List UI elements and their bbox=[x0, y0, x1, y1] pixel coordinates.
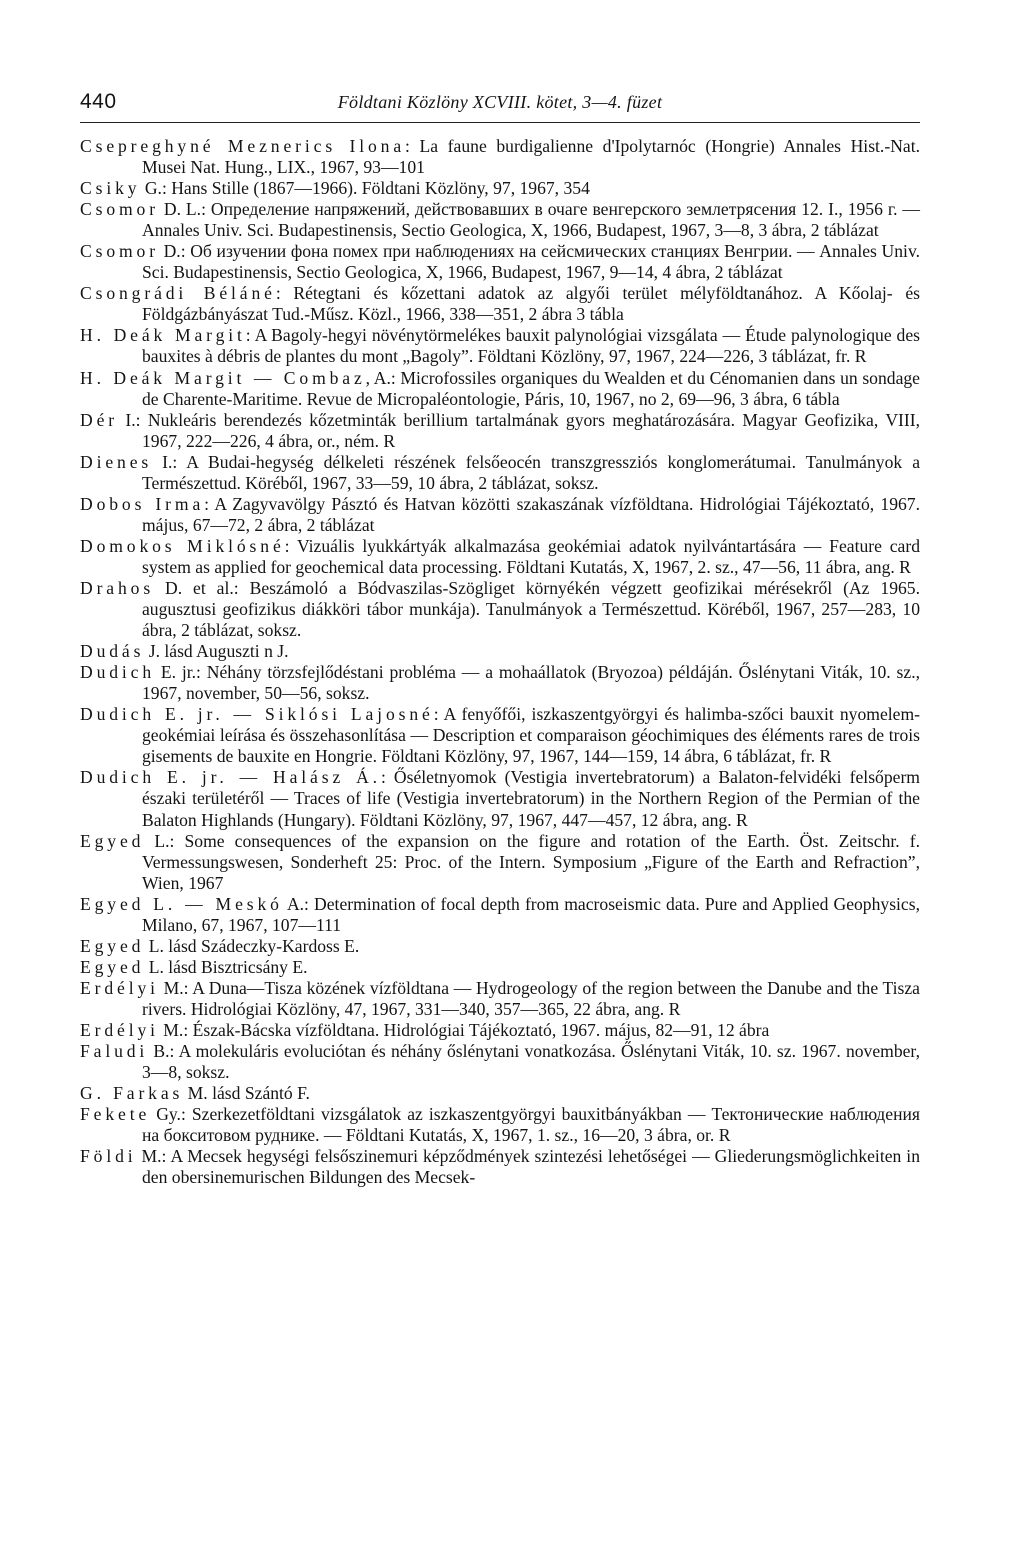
bibliography-entry bbox=[80, 1146, 920, 1188]
entry-citation: : A fenyőfői, iszkaszentgyörgyi és halimba-szőci bauxit nyomelem-geokémiai leírása és összehasonlítása — Description et comparaison géochimiques des éléments rares de trois gisements de bauxite en Hongrie. Földtani Közlöny, 97, 1967, 144—159, 14 ábra, 6 táblázat, fr. R bbox=[142, 704, 920, 767]
bibliography-entry bbox=[80, 1083, 920, 1104]
entry-citation: I.: Nukleáris berendezés kőzetminták berillium tartalmának gyors meghatározására. Magyar Geofizika, VIII, 1967, 222—226, 4 ábra, or., ném. R bbox=[118, 409, 920, 451]
entry-author: Egyed bbox=[80, 956, 145, 977]
bibliography-entry bbox=[80, 936, 920, 957]
entry-citation: : Vizuális lyukkártyák alkalmazása geokémiai adatok nyilvántartására — Feature card system as applied for geochemical data processing. Földtani Kutatás, X, 1967, 2. sz., 47—56, 11 ábra, ang. R bbox=[142, 535, 920, 577]
journal-page bbox=[80, 88, 920, 1188]
entry-citation: I.: A Budai-hegység délkeleti részének felsőeocén transzgressziós konglomerátumai. Tanulmányok a Természettud. Köréből, 1967, 33—59, 10 ábra, 2 táblázat, soksz. bbox=[142, 451, 920, 493]
bibliography-entry bbox=[80, 325, 920, 367]
entry-author: Domokos Miklósné bbox=[80, 535, 285, 556]
bibliography-entry bbox=[80, 178, 920, 199]
entry-author: Csepreghyné Meznerics Ilona bbox=[80, 136, 406, 156]
entry-author: H. Deák Margit — Combaz bbox=[80, 367, 366, 388]
bibliography-entry bbox=[80, 199, 920, 241]
bibliography-entry bbox=[80, 957, 920, 978]
entry-citation: D. L.: Определение напряжений, действовавших в очаге венгерского землетрясения 12. I., 1956 г. — Annales Univ. Sci. Budapestinensis, Sectio Geologica, X, 1966, Budapest, 1967, 3—8, 3 ábra, 2 táblázat bbox=[142, 199, 920, 241]
entry-author: Drahos bbox=[80, 577, 155, 598]
entry-author: Csomor bbox=[80, 241, 159, 262]
entry-citation: M.: Észak-Bácska vízföldtana. Hidrológiai Tájékoztató, 1967. május, 82—91, 12 ábra bbox=[158, 1019, 770, 1040]
entry-citation: : Rétegtani és kőzettani adatok az algyői terület mélyföldtanához. A Kőolaj- és Földgázbányászat Tud.-Műsz. Közl., 1966, 338—351, 2 ábra 3 tábla bbox=[142, 283, 920, 325]
entry-citation: G.: Hans Stille (1867—1966). Földtani Közlöny, 97, 1967, 354 bbox=[140, 178, 590, 199]
entry-citation: L. lásd Bisztricsány E. bbox=[144, 956, 308, 977]
entry-author: Erdélyi bbox=[80, 1019, 159, 1040]
bibliography-entry bbox=[80, 536, 920, 578]
bibliography-entry bbox=[80, 241, 920, 283]
entry-citation: : A Zagyvavölgy Pásztó és Hatvan közötti szakaszának vízföldtana. Hidrológiai Tájékoztató, 1967. május, 67—72, 2 ábra, 2 táblázat bbox=[142, 493, 920, 535]
entry-citation: A.: Determination of focal depth from macroseismic data. Pure and Applied Geophysics, Milano, 67, 1967, 107—111 bbox=[142, 893, 920, 935]
entry-citation: : La faune burdigalienne d'Ipolytarnóc (Hongrie) Annales Hist.-Nat. Musei Nat. Hung., LIX., 1967, 93—101 bbox=[142, 136, 920, 178]
entry-author: Dudich E. jr. — Halász Á. bbox=[80, 767, 381, 788]
entry-citation: E. jr.: Néhány törzsfejlődéstani probléma — a mohaállatok (Bryozoa) példáján. Őslénytani Viták, 10. sz., 1967, november, 50—56, soksz. bbox=[142, 662, 920, 704]
entry-author: Fekete bbox=[80, 1104, 151, 1125]
entry-citation: Gy.: Szerkezetföldtani vizsgálatok az iszkaszentgyörgyi bauxitbányákban — Тектонические наблюдения на бокситовом руднике. — Földtani Kutatás, X, 1967, 1. sz., 16—20, 3 ábra, or. R bbox=[142, 1104, 920, 1146]
entry-author: H. Deák Margit bbox=[80, 325, 246, 346]
bibliography-entry bbox=[80, 494, 920, 536]
entry-citation: D. et al.: Beszámoló a Bódvaszilas-Szögliget környékén végzett geofizikai mérésekről (Az 1965. augusztusi geofizikus diákköri tábor munkája). Tanulmányok a Természettud. Köréből, 1967, 257—283, 10 ábra, 2 táblázat, soksz. bbox=[142, 577, 920, 641]
entry-author: Egyed bbox=[80, 830, 145, 851]
entry-citation: M. lásd Szántó F. bbox=[183, 1083, 310, 1104]
entry-citation: L.: Some consequences of the expansion on the figure and rotation of the Earth. Öst. Zeitschr. f. Vermessungswesen, Sonderheft 25: Proc. of the Intern. Symposium „Figure of the Earth and Refraction”, Wien, 1967 bbox=[142, 830, 920, 893]
entry-citation: M.: A Mecsek hegységi felsőszinemuri képződmények szintezési lehetőségei — Gliederungsmöglichkeiten in den obersinemurischen Bildungen des Mecsek- bbox=[136, 1146, 920, 1188]
bibliography-entry bbox=[80, 662, 920, 704]
bibliography-entry bbox=[80, 283, 920, 325]
bibliography-entry bbox=[80, 1020, 920, 1041]
running-head: Földtani Közlöny XCVIII. kötet, 3—4. füzet bbox=[337, 92, 663, 112]
bibliography-entry bbox=[80, 136, 920, 178]
entry-author: Egyed L. — Meskó bbox=[80, 893, 283, 914]
bibliography-entry bbox=[80, 410, 920, 452]
bibliography-entry bbox=[80, 1104, 920, 1146]
bibliography-entry bbox=[80, 578, 920, 641]
bibliography-entry bbox=[80, 368, 920, 410]
entry-author: Csongrádi Béláné bbox=[80, 283, 276, 304]
entry-citation: , A.: Microfossiles organiques du Wealden et du Cénomanien dans un sondage de Charente-Maritime. Revue de Micropaléontologie, Páris, 10, 1967, no 2, 69—96, 3 ábra, 6 tábla bbox=[142, 367, 920, 409]
entry-citation: : A Bagoly-hegyi növénytörmelékes bauxit palynológiai vizsgálata — Étude palynologique des bauxites à débris de plantes du mont „Bagoly”. Földtani Közlöny, 97, 1967, 224—226, 3 táblázat, fr. R bbox=[142, 325, 920, 367]
entry-author: Csomor bbox=[80, 199, 159, 220]
bibliography-entry bbox=[80, 831, 920, 894]
bibliography-entry bbox=[80, 767, 920, 830]
entry-citation: B.: A molekuláris evoluciótan és néhány őslénytani vonatkozása. Őslénytani Viták, 10. sz. 1967. november, 3—8, soksz. bbox=[142, 1041, 920, 1083]
entry-author: Földi bbox=[80, 1146, 137, 1167]
bibliography-list bbox=[80, 136, 920, 1188]
bibliography-entry bbox=[80, 978, 920, 1020]
entry-author: Faludi bbox=[80, 1041, 149, 1062]
entry-author: Dér bbox=[80, 409, 118, 430]
entry-author: Csiky bbox=[80, 178, 141, 199]
entry-author: Dudich E. jr. — Siklósi Lajosné bbox=[80, 704, 434, 725]
entry-author: Egyed bbox=[80, 935, 145, 956]
bibliography-entry bbox=[80, 641, 920, 662]
page-number: 440 bbox=[80, 90, 117, 113]
bibliography-entry bbox=[80, 894, 920, 936]
entry-author: Dudich bbox=[80, 662, 156, 683]
entry-citation: : Őséletnyomok (Vestigia invertebratorum) a Balaton-felvidéki felsőperm északi területéről — Traces of life (Vestigia invertebratorum) in the Northern Region of the Permian of the Balaton Highlands (Hungary). Földtani Közlöny, 97, 1967, 447—457, 12 ábra, ang. R bbox=[142, 767, 920, 830]
entry-author: Erdélyi bbox=[80, 977, 159, 998]
entry-citation: D.: Об изучении фона помех при наблюдениях на сейсмических станциях Венгрии. — Annales Univ. Sci. Budapestinensis, Sectio Geologica, X, 1966, Budapest, 1967, 9—14, 4 ábra, 2 táblázat bbox=[142, 241, 920, 283]
entry-author: Dobos Irma bbox=[80, 493, 205, 514]
entry-citation: J. lásd Auguszti n J. bbox=[144, 641, 289, 662]
entry-author: Dienes bbox=[80, 451, 153, 472]
page-header bbox=[80, 88, 920, 123]
bibliography-entry bbox=[80, 704, 920, 767]
bibliography-entry bbox=[80, 1041, 920, 1083]
entry-citation: M.: A Duna—Tisza közének vízföldtana — Hydrogeology of the region between the Danube and the Tisza rivers. Hidrológiai Közlöny, 47, 1967, 331—340, 357—365, 22 ábra, ang. R bbox=[142, 977, 920, 1019]
bibliography-entry bbox=[80, 452, 920, 494]
entry-author: G. Farkas bbox=[80, 1083, 184, 1104]
entry-citation: L. lásd Szádeczky-Kardoss E. bbox=[144, 935, 360, 956]
entry-author: Dudás bbox=[80, 641, 145, 662]
